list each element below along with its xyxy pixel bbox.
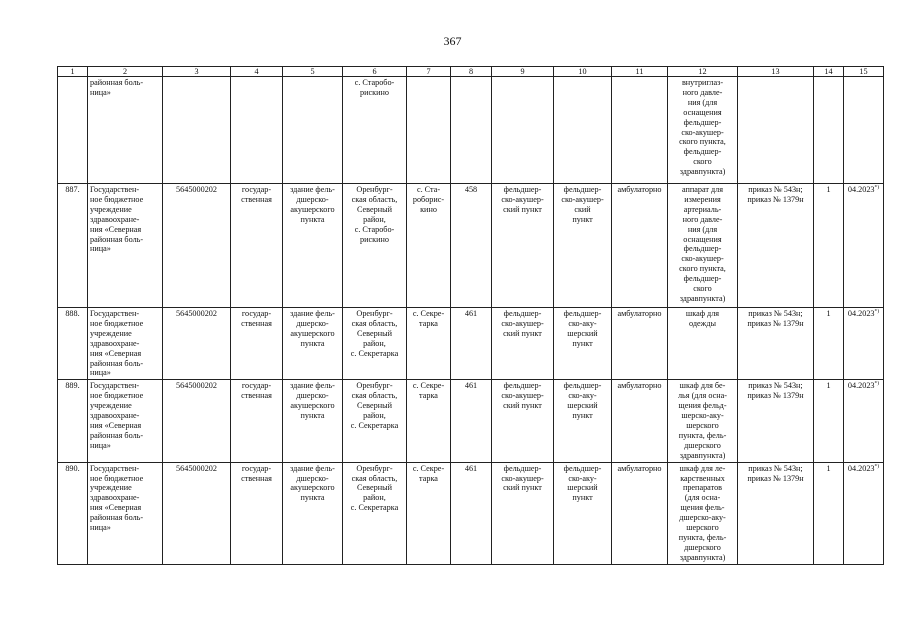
order-reference: приказ № 543н; приказ № 1379н (738, 184, 814, 308)
unit-type: фельдшер- ско-акушер- ский пункт (492, 184, 554, 308)
continuation-row (58, 77, 884, 184)
settlement-number: 461 (451, 462, 492, 564)
order-reference: приказ № 543н; приказ № 1379н (738, 308, 814, 380)
care-condition: амбулаторно (612, 308, 668, 380)
institution-code: 5645000202 (163, 380, 231, 462)
equipment-name: шкаф для бе- лья (для осна- щения фельд- шерско-аку- шерского пункта, фель- дшерского здравпункта) (668, 380, 738, 462)
settlement: с. Секре- тарка (407, 462, 451, 564)
column-number: 10 (554, 67, 612, 77)
quantity: 1 (814, 462, 844, 564)
address: Оренбург- ская область, Северный район, с. Секретарка (343, 462, 407, 564)
unit-subtype: фельдшер- ско-аку- шерский пункт (554, 380, 612, 462)
building-type: здание фель- дшерско- акушерского пункта (283, 308, 343, 380)
equipment-name: внутриглаз- ного давле- ния (для оснащения фельдшер- ско-акушер- ского пункта, фельдшер- ского здравпункта) (668, 77, 738, 184)
unit-subtype: фельдшер- ско-аку- шерский пункт (554, 308, 612, 380)
equipment-name: аппарат для измерения артериаль- ного давле- ния (для оснащения фельдшер- ско-акушер- ского пункта, фельдшер- ского здравпункта) (668, 184, 738, 308)
building-type: здание фель- дшерско- акушерского пункта (283, 462, 343, 564)
column-number: 12 (668, 67, 738, 77)
institution-code: 5645000202 (163, 308, 231, 380)
order-reference: приказ № 543н; приказ № 1379н (738, 462, 814, 564)
address: Оренбург- ская область, Северный район, с. Старобо- рискино (343, 184, 407, 308)
column-number: 11 (612, 67, 668, 77)
quantity: 1 (814, 308, 844, 380)
building-type: здание фель- дшерско- акушерского пункта (283, 380, 343, 462)
settlement: с. Секре- тарка (407, 308, 451, 380)
unit-type: фельдшер- ско-акушер- ский пункт (492, 308, 554, 380)
footnote-mark: *) (874, 380, 880, 387)
settlement-number: 461 (451, 380, 492, 462)
quantity: 1 (814, 380, 844, 462)
address: Оренбург- ская область, Северный район, с. Секретарка (343, 308, 407, 380)
column-number: 13 (738, 67, 814, 77)
order-reference: приказ № 543н; приказ № 1379н (738, 380, 814, 462)
date: 04.2023*) (844, 462, 884, 564)
table-row (58, 462, 884, 564)
ownership-type: государ- ственная (231, 184, 283, 308)
column-number: 14 (814, 67, 844, 77)
date: 04.2023*) (844, 184, 884, 308)
row-number: 888. (58, 308, 88, 380)
ownership-type: государ- ственная (231, 380, 283, 462)
footnote-mark: *) (874, 308, 880, 315)
footnote-mark: *) (874, 462, 880, 469)
institution-name: Государствен- ное бюджетное учреждение здравоохране- ния «Северная районная боль- ница» (88, 380, 163, 462)
row-number: 889. (58, 380, 88, 462)
column-number: 1 (58, 67, 88, 77)
care-condition: амбулаторно (612, 184, 668, 308)
equipment-table (57, 66, 884, 565)
date: 04.2023*) (844, 380, 884, 462)
unit-type: фельдшер- ско-акушер- ский пункт (492, 380, 554, 462)
ownership-type: государ- ственная (231, 462, 283, 564)
equipment-name: шкаф для одежды (668, 308, 738, 380)
column-number: 6 (343, 67, 407, 77)
address: Оренбург- ская область, Северный район, с. Секретарка (343, 380, 407, 462)
column-number-row (58, 67, 884, 77)
column-number: 8 (451, 67, 492, 77)
institution-name: Государствен- ное бюджетное учреждение здравоохране- ния «Северная районная боль- ница» (88, 184, 163, 308)
settlement-number: 461 (451, 308, 492, 380)
column-number: 3 (163, 67, 231, 77)
page-number: 367 (443, 34, 462, 48)
table-row (58, 380, 884, 462)
building-type: здание фель- дшерско- акушерского пункта (283, 184, 343, 308)
date: 04.2023*) (844, 308, 884, 380)
institution-name: районная боль- ница» (88, 77, 163, 184)
equipment-name: шкаф для ле- карственных препаратов (для осна- щения фель- дшерско-аку- шерского пункта, фель- дшерского здравпункта) (668, 462, 738, 564)
row-number: 890. (58, 462, 88, 564)
column-number: 4 (231, 67, 283, 77)
institution-code: 5645000202 (163, 462, 231, 564)
care-condition: амбулаторно (612, 380, 668, 462)
address: с. Старобо- рискино (343, 77, 407, 184)
row-number: 887. (58, 184, 88, 308)
settlement: с. Секре- тарка (407, 380, 451, 462)
unit-subtype: фельдшер- ско-аку- шерский пункт (554, 462, 612, 564)
unit-subtype: фельдшер- ско-акушер- ский пункт (554, 184, 612, 308)
table-row (58, 184, 884, 308)
column-number: 9 (492, 67, 554, 77)
column-number: 7 (407, 67, 451, 77)
settlement-number: 458 (451, 184, 492, 308)
footnote-mark: *) (874, 184, 880, 191)
care-condition: амбулаторно (612, 462, 668, 564)
column-number: 15 (844, 67, 884, 77)
institution-code: 5645000202 (163, 184, 231, 308)
table-row (58, 308, 884, 380)
column-number: 2 (88, 67, 163, 77)
settlement: с. Ста- роборис- кино (407, 184, 451, 308)
ownership-type: государ- ственная (231, 308, 283, 380)
unit-type: фельдшер- ско-акушер- ский пункт (492, 462, 554, 564)
quantity: 1 (814, 184, 844, 308)
column-number: 5 (283, 67, 343, 77)
institution-name: Государствен- ное бюджетное учреждение здравоохране- ния «Северная районная боль- ница» (88, 308, 163, 380)
institution-name: Государствен- ное бюджетное учреждение здравоохране- ния «Северная районная боль- ница» (88, 462, 163, 564)
